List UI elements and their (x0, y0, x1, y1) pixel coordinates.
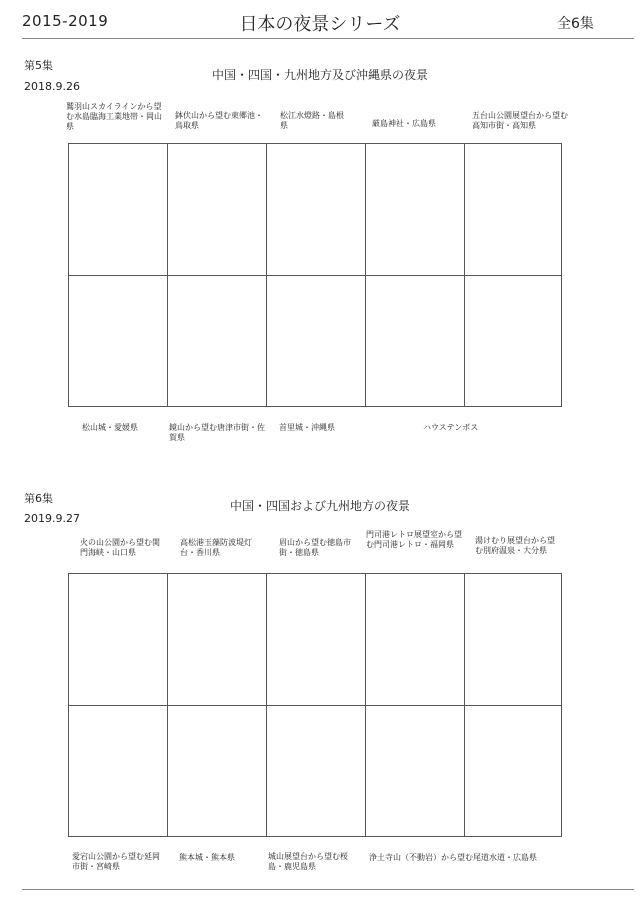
footer-divider (22, 889, 634, 890)
section6-title: 中国・四国および九州地方の夜景 (229, 499, 410, 513)
section5-bottom-caption-3: 首里城・沖縄県 (279, 423, 335, 432)
series-count: 全6集 (557, 16, 594, 32)
section5-top-caption-5: 五台山公園展望台から望む高知市街・高知県 (472, 111, 568, 130)
section6-top-caption-1: 火の山公園から望む関門海峡・山口県 (80, 538, 160, 557)
section5-label: 第5集 (24, 59, 53, 72)
section6-top-caption-5: 湯けむり展望台から望む別府温泉・大分県 (475, 536, 555, 555)
section6-top-caption-2: 高松港玉藻防波堤灯台・香川県 (180, 538, 252, 557)
page-title: 日本の夜景シリーズ (239, 14, 401, 35)
section6-date: 2019.9.27 (24, 512, 80, 525)
section5-top-caption-1: 鷲羽山スカイラインから望む水島臨海工業地帯・岡山県 (66, 102, 162, 131)
section6-bottom-caption-3: 城山展望台から望む桜島・鹿児島県 (268, 852, 348, 871)
section6-bottom-caption-2: 熊本城・熊本県 (179, 853, 235, 862)
section5-top-caption-4: 厳島神社・広島県 (372, 119, 436, 128)
header-divider (22, 38, 634, 39)
section5-title: 中国・四国・九州地方及び沖縄県の夜景 (211, 68, 428, 82)
header-years: 2015-2019 (22, 12, 109, 30)
section5-top-caption-3: 松江水燈路・島根県 (280, 111, 344, 130)
section5-bottom-caption-1: 松山城・愛媛県 (82, 423, 138, 432)
section6-label: 第6集 (24, 492, 53, 505)
section5-date: 2018.9.26 (24, 80, 80, 93)
section5-top-caption-2: 鉢伏山から望む東郷池・鳥取県 (175, 111, 263, 130)
section6-top-caption-4: 門司港レトロ展望室から望む門司港レトロ・福岡県 (366, 530, 462, 549)
section5-photo-grid (68, 143, 562, 407)
section6-photo-grid (68, 573, 562, 837)
section6-bottom-caption-1: 愛宕山公園から望む延岡市街・宮崎県 (72, 852, 160, 871)
section6-top-caption-3: 眉山から望む徳島市街・徳島県 (279, 538, 351, 557)
section6-bottom-caption-4: 浄土寺山（不動岩）から望む尾道水道・広島県 (369, 853, 537, 862)
section5-bottom-caption-2: 鏡山から望む唐津市街・佐賀県 (169, 423, 265, 442)
section5-bottom-caption-4: ハウステンボス (423, 423, 479, 432)
